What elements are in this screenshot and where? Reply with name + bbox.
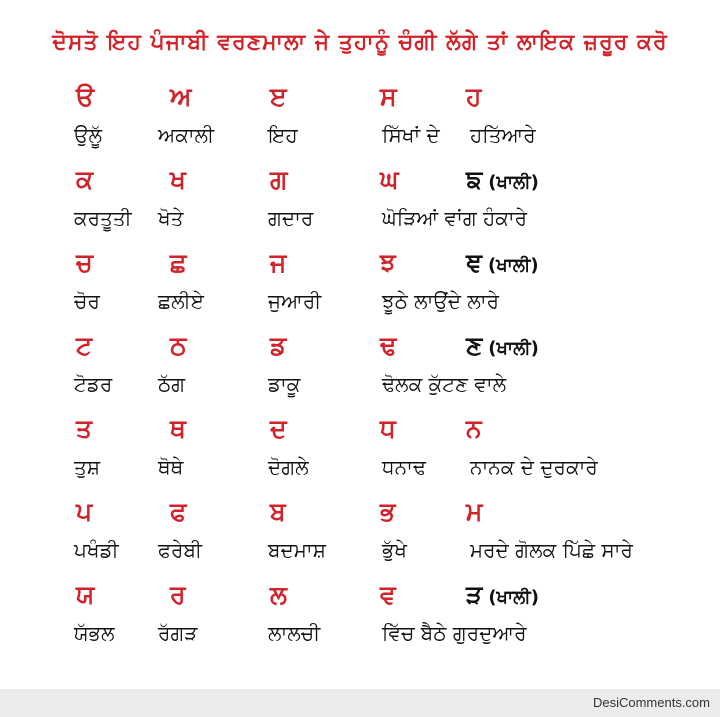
khali-label: (ਖਾਲੀ) xyxy=(488,587,539,608)
letter-2-3 xyxy=(380,248,396,278)
letter-5-4 xyxy=(466,497,482,527)
letter-4-2 xyxy=(270,414,287,444)
letter-4-3 xyxy=(380,414,396,444)
letter-2-2 xyxy=(270,248,286,278)
letter-0-3 xyxy=(380,82,397,112)
word-5-2: ਬਦਮਾਸ਼ xyxy=(268,538,326,562)
word-3-0: ਟੋਡਰ xyxy=(74,372,113,396)
letter-1-2 xyxy=(270,165,287,195)
khali-label: (ਖਾਲੀ) xyxy=(488,338,539,359)
letter-text: ਸ xyxy=(380,82,397,111)
letter-text: ਗ xyxy=(270,165,288,194)
word-2-2: ਜੁਆਰੀ xyxy=(268,289,322,313)
letter-3-2 xyxy=(270,331,286,361)
letter-text: ਭ xyxy=(380,497,396,526)
word-4-2: ਦੋਗਲੇ xyxy=(268,455,309,479)
word-5-3: ਭੁੱਖੇ xyxy=(382,538,407,562)
word-4-1: ਥੋਥੇ xyxy=(158,455,184,479)
watermark: DesiComments.com xyxy=(592,695,710,710)
word-0-4: ਹਤਿੱਆਰੇ xyxy=(470,123,536,147)
letter-3-0 xyxy=(76,331,92,361)
word-6-2: ਲਾਲਚੀ xyxy=(268,621,321,645)
letter-1-4 xyxy=(466,165,539,195)
letter-text: ਬ xyxy=(270,497,286,526)
word-1-0: ਕਰਤੂਤੀ xyxy=(74,206,132,230)
letter-5-1 xyxy=(170,497,186,527)
letter-text: ਰ xyxy=(170,580,186,609)
page-title: ਦੋਸਤੋ ਇਹ ਪੰਜਾਬੀ ਵਰਣਮਾਲਾ ਜੇ ਤੁਹਾਨੂੰ ਚੰਗੀ ਲੱਗੇ ਤਾਂ ਲਾਇਕ ਜ਼ਰੂਰ ਕਰੋ xyxy=(52,30,668,55)
letter-text: ਞ xyxy=(466,248,482,277)
word-0-1: ਅਕਾਲੀ xyxy=(158,123,215,147)
khali-label: (ਖਾਲੀ) xyxy=(488,172,539,193)
letter-text: ਨ xyxy=(466,414,482,443)
letter-text: ਵ xyxy=(380,580,396,609)
letter-text: ਪ xyxy=(76,497,93,526)
letter-text: ਅ xyxy=(170,82,192,111)
letter-text: ਙ xyxy=(466,165,483,194)
letter-text: ੲ xyxy=(270,82,287,111)
word-2-3: ਝੂਠੇ ਲਾਉਂਦੇ ਲਾਰੇ xyxy=(382,289,500,313)
letter-text: ਲ xyxy=(270,580,287,609)
word-4-0: ਤੁਸ਼ xyxy=(74,455,101,479)
letter-3-1 xyxy=(170,331,186,361)
letter-6-1 xyxy=(170,580,186,610)
letter-text: ੳ xyxy=(76,82,95,111)
word-2-0: ਚੋਰ xyxy=(74,289,100,313)
letter-4-0 xyxy=(76,414,92,444)
letter-1-0 xyxy=(76,165,93,195)
letter-1-3 xyxy=(380,165,399,195)
letter-4-1 xyxy=(170,414,186,444)
word-5-1: ਫਰੇਬੀ xyxy=(158,538,202,562)
letter-6-0 xyxy=(76,580,94,610)
letter-text: ਜ xyxy=(270,248,287,277)
letter-1-1 xyxy=(170,165,186,195)
letter-text: ਖ xyxy=(170,165,186,194)
word-6-0: ਯੱਭਲ xyxy=(74,621,115,645)
word-3-3: ਢੋਲਕ ਕੁੱਟਣ ਵਾਲੇ xyxy=(382,372,507,396)
letter-6-3 xyxy=(380,580,396,610)
word-5-4: ਮਰਦੇ ਗੋਲਕ ਪਿੱਛੇ ਸਾਰੇ xyxy=(470,538,633,562)
letter-4-4 xyxy=(466,414,482,444)
letter-5-0 xyxy=(76,497,92,527)
footer-bar xyxy=(0,689,720,717)
letter-text: ਟ xyxy=(76,331,93,360)
letter-text: ਦ xyxy=(270,414,287,443)
word-3-1: ਠੱਗ xyxy=(158,372,186,396)
word-3-2: ਡਾਕੂ xyxy=(268,372,301,396)
word-0-2: ਇਹ xyxy=(268,123,298,147)
letter-text: ਮ xyxy=(466,497,483,526)
letter-text: ਘ xyxy=(380,165,399,194)
word-6-3: ਵਿੱਚ ਬੈਠੇ ਗੁਰਦੁਆਰੇ xyxy=(382,621,527,645)
letter-3-3 xyxy=(380,331,396,361)
letter-text: ਥ xyxy=(170,414,186,443)
letter-6-2 xyxy=(270,580,287,610)
word-0-3: ਸਿੱਖਾਂ ਦੇ xyxy=(382,123,440,147)
word-5-0: ਪਖੰਡੀ xyxy=(74,538,119,562)
word-4-4: ਨਾਨਕ ਦੇ ਦੁਰਕਾਰੇ xyxy=(470,455,598,479)
letter-2-0 xyxy=(76,248,93,278)
letter-text: ਕ xyxy=(76,165,94,194)
word-4-3: ਧਨਾਢ xyxy=(382,455,426,479)
word-6-1: ਰੱਗੜ xyxy=(158,621,198,645)
word-1-3: ਘੋੜਿਆਂ ਵਾਂਗ ਹੰਕਾਰੇ xyxy=(382,206,528,230)
letter-2-1 xyxy=(170,248,186,278)
letter-text: ਝ xyxy=(380,248,396,277)
letter-text: ਯ xyxy=(76,580,95,609)
letter-text: ਧ xyxy=(380,414,396,443)
letter-5-3 xyxy=(380,497,395,527)
letter-text: ਠ xyxy=(170,331,187,360)
letter-text: ਫ xyxy=(170,497,187,526)
letter-text: ਹ xyxy=(466,82,482,111)
khali-label: (ਖਾਲੀ) xyxy=(487,255,539,276)
letter-0-4 xyxy=(466,82,481,112)
letter-text: ੜ xyxy=(466,580,483,609)
word-2-1: ਛਲੀਏ xyxy=(158,289,204,313)
letter-0-1 xyxy=(170,82,192,112)
letter-text: ਛ xyxy=(170,248,187,277)
letter-2-4 xyxy=(466,248,539,278)
letter-5-2 xyxy=(270,497,286,527)
letter-text: ਢ xyxy=(380,331,397,360)
word-0-0: ਉਲੂੱ xyxy=(74,123,102,147)
letter-text: ਤ xyxy=(76,414,93,443)
word-1-1: ਖੋਤੇ xyxy=(158,206,184,230)
letter-6-4 xyxy=(466,580,539,610)
letter-text: ਚ xyxy=(76,248,93,277)
letter-0-2 xyxy=(270,82,287,112)
letter-3-4 xyxy=(466,331,539,361)
letter-text: ਣ xyxy=(466,331,483,360)
word-1-2: ਗਦਾਰ xyxy=(268,206,314,230)
letter-text: ਡ xyxy=(270,331,287,360)
letter-0-0 xyxy=(76,82,94,112)
